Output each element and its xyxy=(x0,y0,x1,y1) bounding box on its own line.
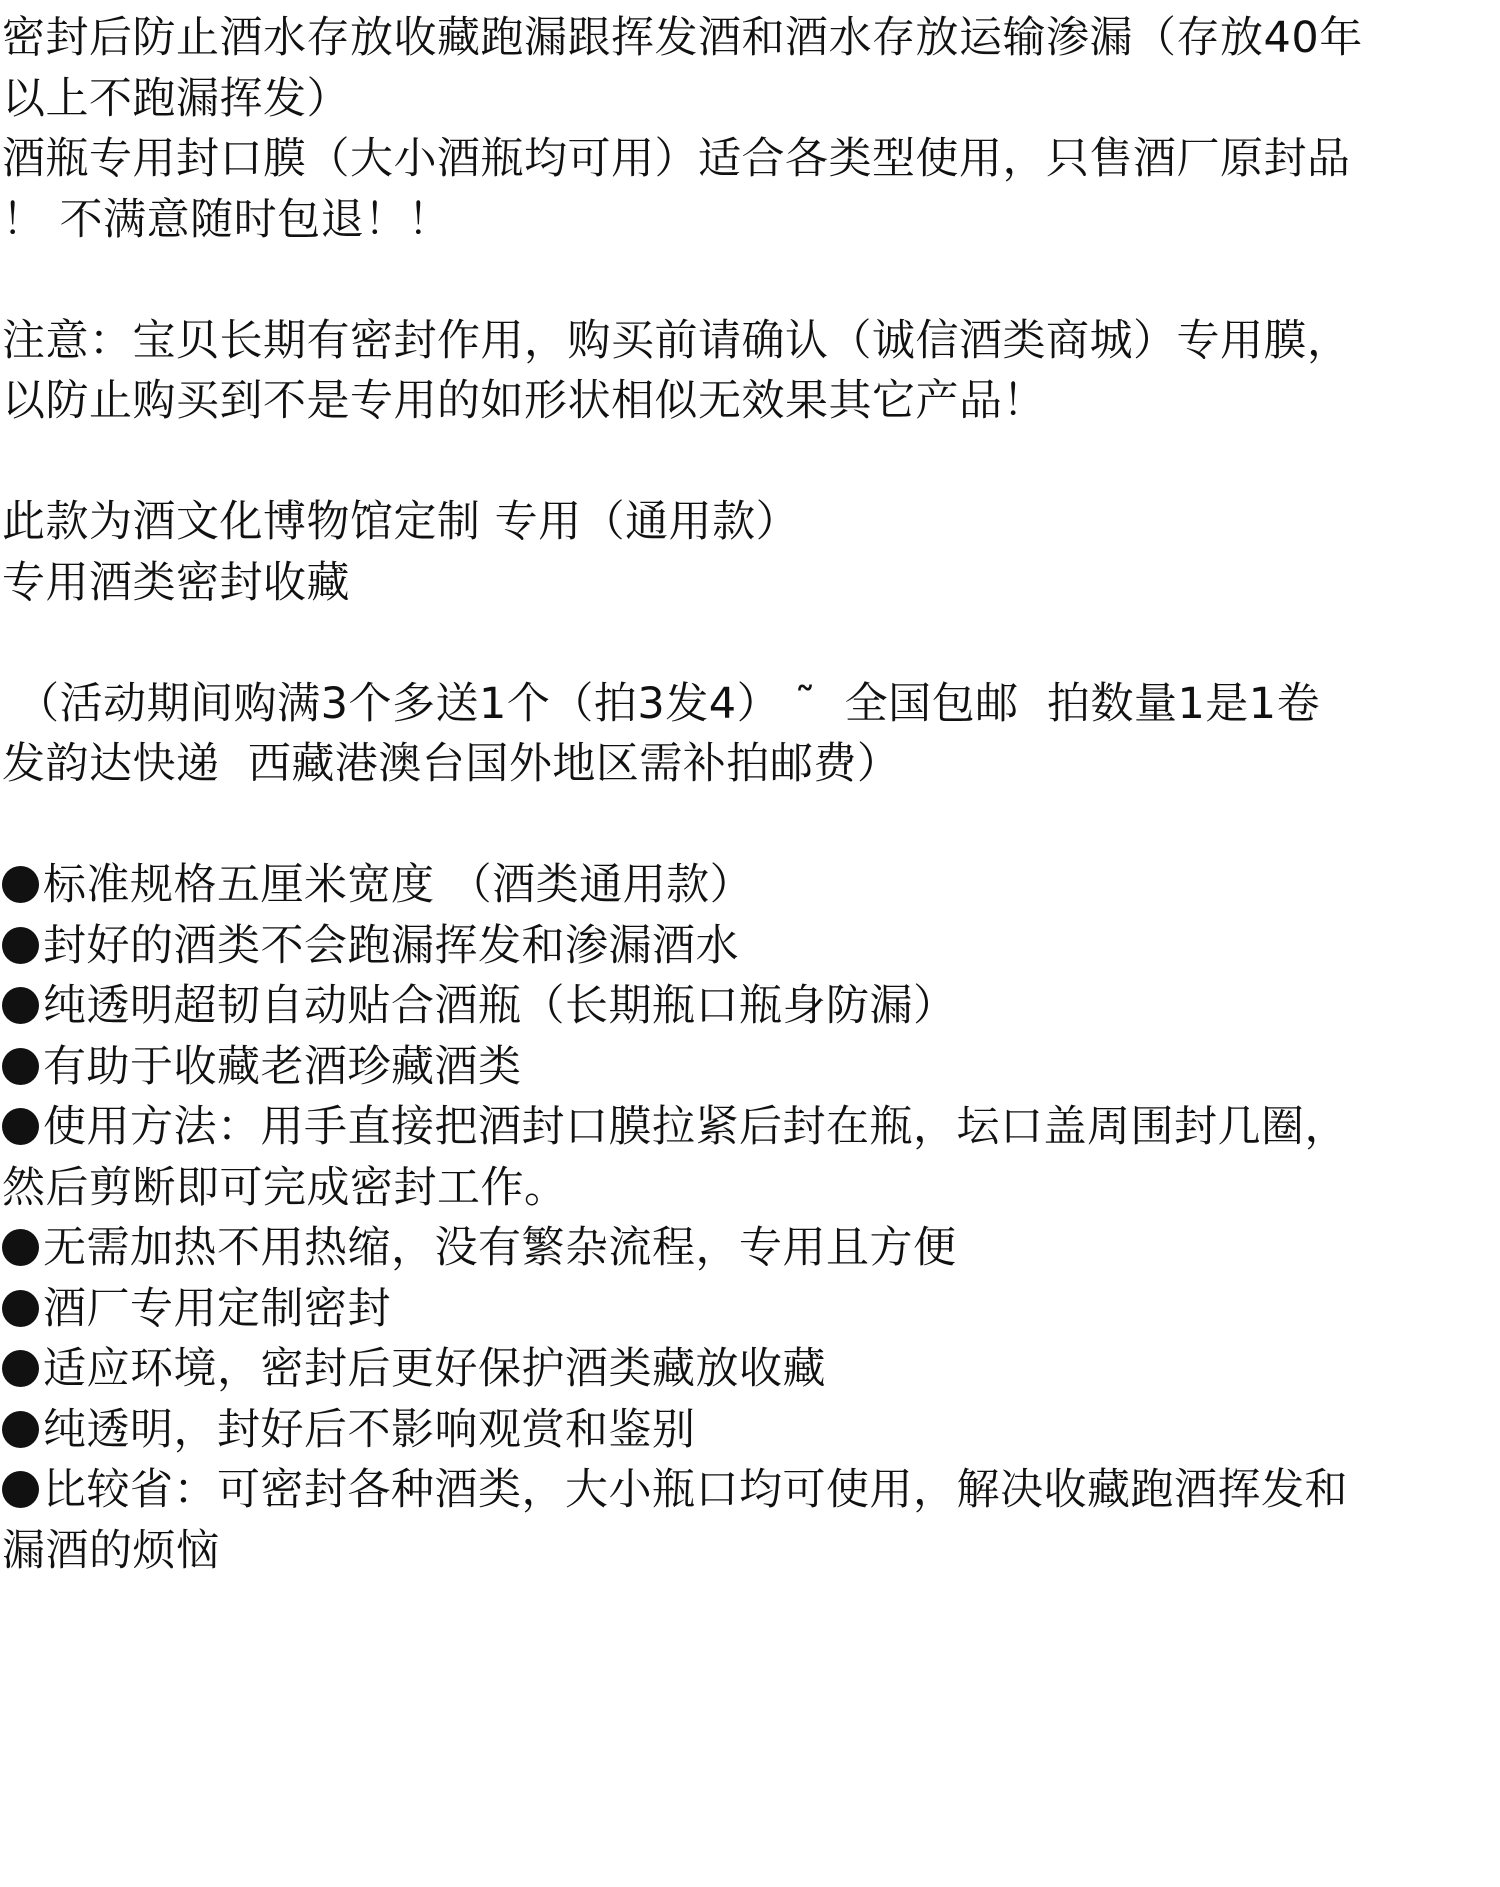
feature-item xyxy=(2,1460,1496,1521)
bullet-icon xyxy=(2,1290,39,1327)
product-description xyxy=(2,8,1496,1581)
feature-item xyxy=(2,1400,1496,1461)
notice-line-1: 注意：宝贝长期有密封作用，购买前请确认（诚信酒类商城）专用膜， xyxy=(2,315,1351,366)
feature-continuation: 然后剪断即可完成密封工作。 xyxy=(2,1162,568,1213)
bullet-icon xyxy=(2,987,39,1024)
feature-item xyxy=(2,1279,1496,1340)
feature-text: 比较省：可密封各种酒类，大小瓶口均可使用，解决收藏跑酒挥发和 xyxy=(43,1465,1348,1515)
feature-text: 纯透明，封好后不影响观赏和鉴别 xyxy=(43,1404,696,1455)
feature-text: 纯透明超韧自动贴合酒瓶（长期瓶口瓶身防漏） xyxy=(43,981,957,1031)
bullet-icon xyxy=(2,1048,39,1085)
notice-line-2: 以防止购买到不是专用的如形状相似无效果其它产品！ xyxy=(2,376,1046,426)
feature-text: 酒厂专用定制密封 xyxy=(43,1283,391,1334)
feature-item xyxy=(2,855,1496,916)
feature-item xyxy=(2,976,1496,1037)
intro-line-2: 以上不跑漏挥发） xyxy=(2,73,350,124)
blank-line xyxy=(2,613,1496,674)
feature-text: 封好的酒类不会跑漏挥发和渗漏酒水 xyxy=(43,920,739,971)
feature-item xyxy=(2,1339,1496,1400)
bullet-icon xyxy=(2,1471,39,1508)
intro-line-1: 密封后防止酒水存放收藏跑漏跟挥发酒和酒水存放运输渗漏（存放40年 xyxy=(2,13,1363,63)
blank-line xyxy=(2,795,1496,856)
feature-text: 适应环境，密封后更好保护酒类藏放收藏 xyxy=(43,1344,826,1394)
bullet-icon xyxy=(2,1350,39,1387)
bullet-icon xyxy=(2,1229,39,1266)
feature-text: 无需加热不用热缩，没有繁杂流程，专用且方便 xyxy=(43,1223,957,1273)
feature-item xyxy=(2,1218,1496,1279)
bullet-icon xyxy=(2,1411,39,1448)
intro-line-4: ！ 不满意随时包退！！ xyxy=(2,194,452,245)
blank-line xyxy=(2,250,1496,311)
feature-text: 标准规格五厘米宽度 （酒类通用款） xyxy=(43,860,754,910)
intro-line-3: 酒瓶专用封口膜（大小酒瓶均可用）适合各类型使用，只售酒厂原封品 xyxy=(2,134,1351,184)
feature-text: 有助于收藏老酒珍藏酒类 xyxy=(43,1041,522,1092)
feature-continuation: 漏酒的烦恼 xyxy=(2,1525,220,1576)
bullet-icon xyxy=(2,927,39,964)
feature-text: 使用方法：用手直接把酒封口膜拉紧后封在瓶，坛口盖周围封几圈， xyxy=(43,1102,1348,1152)
bullet-icon xyxy=(2,866,39,903)
feature-item xyxy=(2,916,1496,977)
promo-line-2: 发韵达快递 西藏港澳台国外地区需补拍邮费） xyxy=(2,739,901,789)
feature-item xyxy=(2,1037,1496,1098)
bullet-icon xyxy=(2,1108,39,1145)
feature-item xyxy=(2,1097,1496,1158)
blank-line xyxy=(2,432,1496,493)
custom-line-1: 此款为酒文化博物馆定制 专用（通用款） xyxy=(2,497,800,547)
custom-line-2: 专用酒类密封收藏 xyxy=(2,557,350,608)
promo-line-1: （活动期间购满3个多送1个（拍3发4） ˜ 全国包邮 拍数量1是1卷 xyxy=(2,678,1321,729)
